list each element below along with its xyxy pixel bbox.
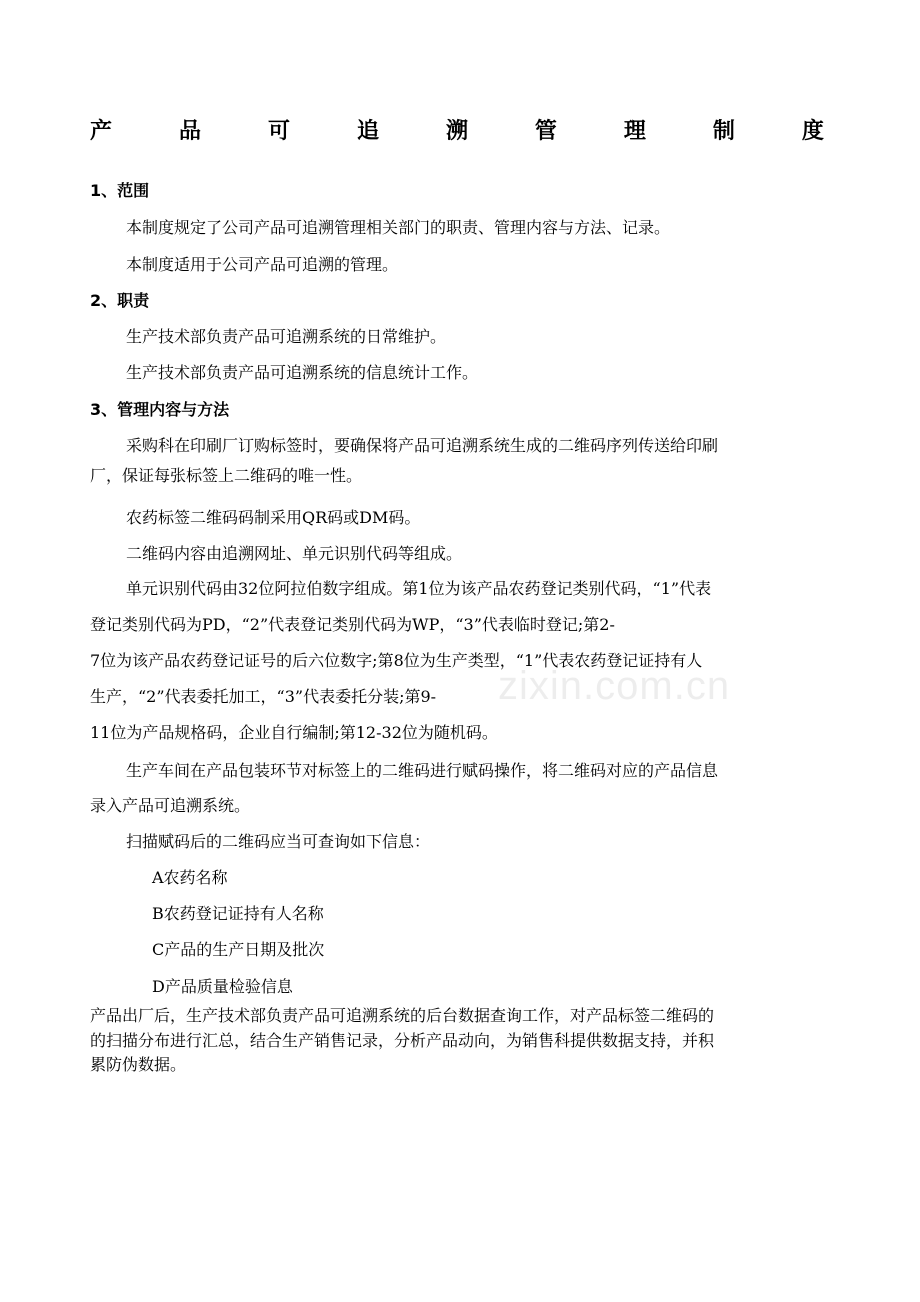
list-item: B农药登记证持有人名称 <box>152 904 324 923</box>
paragraph-line: 生产，“2”代表委托加工，“3”代表委托分装;第9- <box>90 687 437 706</box>
paragraph-line: 登记类别代码为PD，“2”代表登记类别代码为WP，“3”代表临时登记;第2- <box>90 615 615 634</box>
paragraph-line: 农药标签二维码码制采用QR码或DM码。 <box>126 508 421 527</box>
section-heading-management: 3、管理内容与方法 <box>90 400 230 419</box>
title-char: 追 <box>356 119 379 144</box>
title-char: 品 <box>178 119 201 144</box>
paragraph-line: 本制度适用于公司产品可追溯的管理。 <box>126 255 399 274</box>
title-char: 度 <box>801 119 824 144</box>
list-item: A农药名称 <box>152 868 228 887</box>
title-char: 溯 <box>445 119 468 144</box>
title-char: 产 <box>90 119 113 144</box>
paragraph-line: 产品出厂后，生产技术部负责产品可追溯系统的后台数据查询工作，对产品标签二维码的 <box>90 1006 715 1025</box>
document-title <box>90 117 824 147</box>
watermark: zixin.com.cn <box>498 664 731 708</box>
paragraph-line: 采购科在印刷厂订购标签时，要确保将产品可追溯系统生成的二维码序列传送给印刷 <box>126 436 719 455</box>
paragraph-line: 扫描赋码后的二维码应当可查询如下信息： <box>126 832 431 851</box>
paragraph-line: 11位为产品规格码，企业自行编制;第12-32位为随机码。 <box>90 723 498 742</box>
paragraph-line: 录入产品可追溯系统。 <box>90 796 251 815</box>
list-item: D产品质量检验信息 <box>152 977 293 996</box>
title-char: 理 <box>623 119 646 144</box>
section-heading-responsibilities: 2、职责 <box>90 291 150 310</box>
paragraph-line: 单元识别代码由32位阿拉伯数字组成。第1位为该产品农药登记类别代码，“1”代表 <box>126 579 712 598</box>
paragraph-line: 累防伪数据。 <box>90 1055 187 1074</box>
paragraph-line: 本制度规定了公司产品可追溯管理相关部门的职责、管理内容与方法、记录。 <box>126 218 671 237</box>
list-item: C产品的生产日期及批次 <box>152 940 325 959</box>
paragraph-line: 7位为该产品农药登记证号的后六位数字;第8位为生产类型，“1”代表农药登记证持有人 <box>90 651 703 670</box>
title-char: 管 <box>534 119 557 144</box>
paragraph-line: 生产车间在产品包装环节对标签上的二维码进行赋码操作，将二维码对应的产品信息 <box>126 761 719 780</box>
paragraph-line: 生产技术部负责产品可追溯系统的信息统计工作。 <box>126 363 479 382</box>
paragraph-line: 厂，保证每张标签上二维码的唯一性。 <box>90 466 363 485</box>
title-char: 制 <box>712 119 735 144</box>
paragraph-line: 生产技术部负责产品可追溯系统的日常维护。 <box>126 327 447 346</box>
title-char: 可 <box>267 119 290 144</box>
paragraph-line: 二维码内容由追溯网址、单元识别代码等组成。 <box>126 544 463 563</box>
paragraph-line: 的扫描分布进行汇总，结合生产销售记录，分析产品动向，为销售科提供数据支持，并积 <box>90 1031 715 1050</box>
section-heading-scope: 1、范围 <box>90 181 150 200</box>
